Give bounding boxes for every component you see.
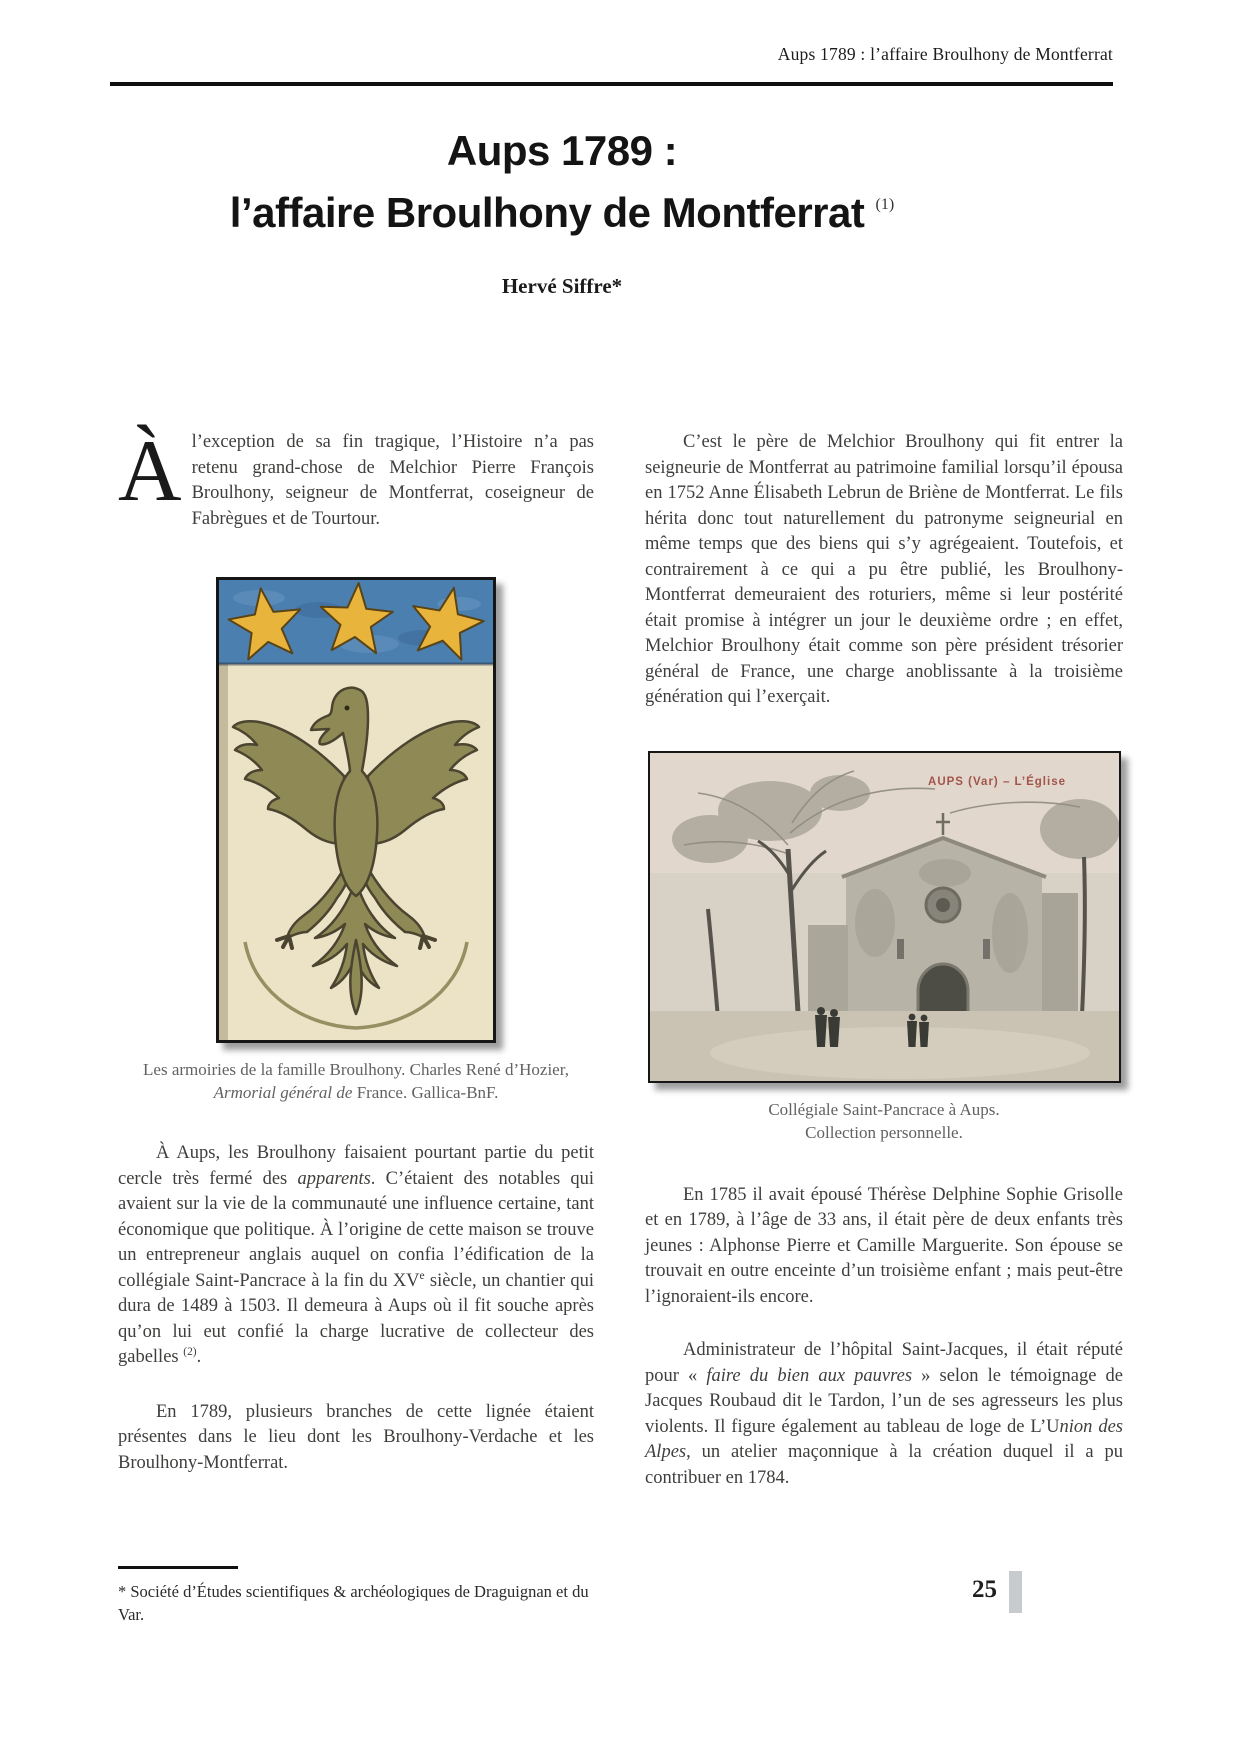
- page-number: 25: [972, 1576, 997, 1603]
- portal-arch: [918, 964, 968, 1015]
- footnote-rule: [118, 1566, 238, 1569]
- church-side-wall: [1042, 893, 1078, 1015]
- footnote-text: * Société d’Études scientifiques & archéologiques de Draguignan et du Var.: [118, 1582, 589, 1624]
- church-caption: [645, 1098, 1123, 1144]
- church-caption-line2: Collection personnelle.: [805, 1122, 963, 1142]
- paragraph-administrateur: Administrateur de l’hôpital Saint-Jacques, il était réputé pour « faire du bien aux pauvres » selon le témoignage de Jacques Roubaud dit le Tardon, l’un de ses agresseurs les plus violents. Il figure également au tableau de loge de L’Union des Alpes, un atelier maçonnique à la création duquel il a pu contribuer en 1784.: [645, 1340, 1123, 1488]
- paragraph-branches: En 1789, plusieurs branches de cette lignée étaient présentes dans le lieu dont les Broulhony-Verdache et les Broulhony-Montferrat.: [118, 1401, 594, 1473]
- article-title-line2: l’affaire Broulhony de Montferrat: [229, 189, 865, 236]
- left-column: [118, 423, 594, 1476]
- armorial-figure: [216, 577, 496, 1043]
- title-footnote-ref: (1): [875, 196, 895, 213]
- armorial-caption: Les armoiries de la famille Broulhony. Charles René d’Hozier, Armorial général de France. Gallica-BnF.: [143, 1060, 569, 1102]
- running-head: Aups 1789 : l’affaire Broulhony de Montferrat: [777, 44, 1113, 64]
- church-caption-line1: Collégiale Saint-Pancrace à Aups.: [768, 1099, 1000, 1119]
- paragraph-seigneurie: C’est le père de Melchior Broulhony qui fit entrer la seigneurie de Montferrat au patrimoine familial lorsqu’il épousa en 1752 Anne Élisabeth Lebrun de Briène de Montferrat. Le fils hérita donc tout naturellement du patronyme seigneurial en même temps que des biens qui s’y agrégeaient. Toutefois, et contrairement à ce qui a pu être publié, les Broulhony-Montferrat demeuraient des roturiers, même si leur postérité était promise à intégrer un jour le deuxième ordre ; en effet, Melchior Broulhony était comme son père président trésorier général de France, une charge anoblissante à la troisième génération qui l’exerçait.: [645, 432, 1123, 707]
- ground-path: [710, 1027, 1090, 1079]
- paragraph-famille: En 1785 il avait épousé Thérèse Delphine Sophie Grisolle et en 1789, à l’âge de 33 ans, il était père de deux enfants très jeunes : Alphonse Pierre et Camille Marguerite. Son épouse se trouvait en outre enceinte d’un troisième enfant ; mais peut-être l’ignoraient-ils encore.: [645, 1184, 1123, 1307]
- paragraph-apparents: À Aups, les Broulhony faisaient pourtant partie du petit cercle très fermé des apparents. C’étaient des notables qui avaient sur la vie de la communauté une influence certaine, tant économique que politique. À l’origine de cette maison se trouve un entrepreneur anglais auquel on confia l’édification de la collégiale Saint-Pancrace à la fin du XVe siècle, un chantier qui dura de 1489 à 1503. Il demeura à Aups où il fit souche après qu’on lui eut confié la charge lucrative de collecteur des gabelles $^{(2)}$.: [118, 1143, 594, 1367]
- author-name: Hervé Siffre*: [501, 274, 623, 298]
- church-annex: [808, 925, 848, 1015]
- church-figure: [648, 751, 1121, 1083]
- paragraph-intro: Àl’exception de sa fin tragique, l’Histoire n’a pas retenu grand-chose de Melchior Pierre François Broulhony, seigneur de Montferrat, coseigneur de Fabrègues et de Tourtour.: [118, 423, 594, 529]
- dropcap-letter: À: [118, 423, 182, 520]
- header-rule: [110, 82, 1113, 86]
- page-edge-bar: [1009, 1571, 1022, 1613]
- article-title: [0, 124, 1124, 240]
- facade-window: [897, 939, 904, 959]
- footnote-block: [118, 1566, 594, 1626]
- facade-window: [983, 939, 990, 959]
- postcard-label: AUPS (Var) – L’Église: [927, 775, 1066, 788]
- right-column: [645, 430, 1123, 1491]
- article-title-line1: Aups 1789 :: [446, 127, 678, 174]
